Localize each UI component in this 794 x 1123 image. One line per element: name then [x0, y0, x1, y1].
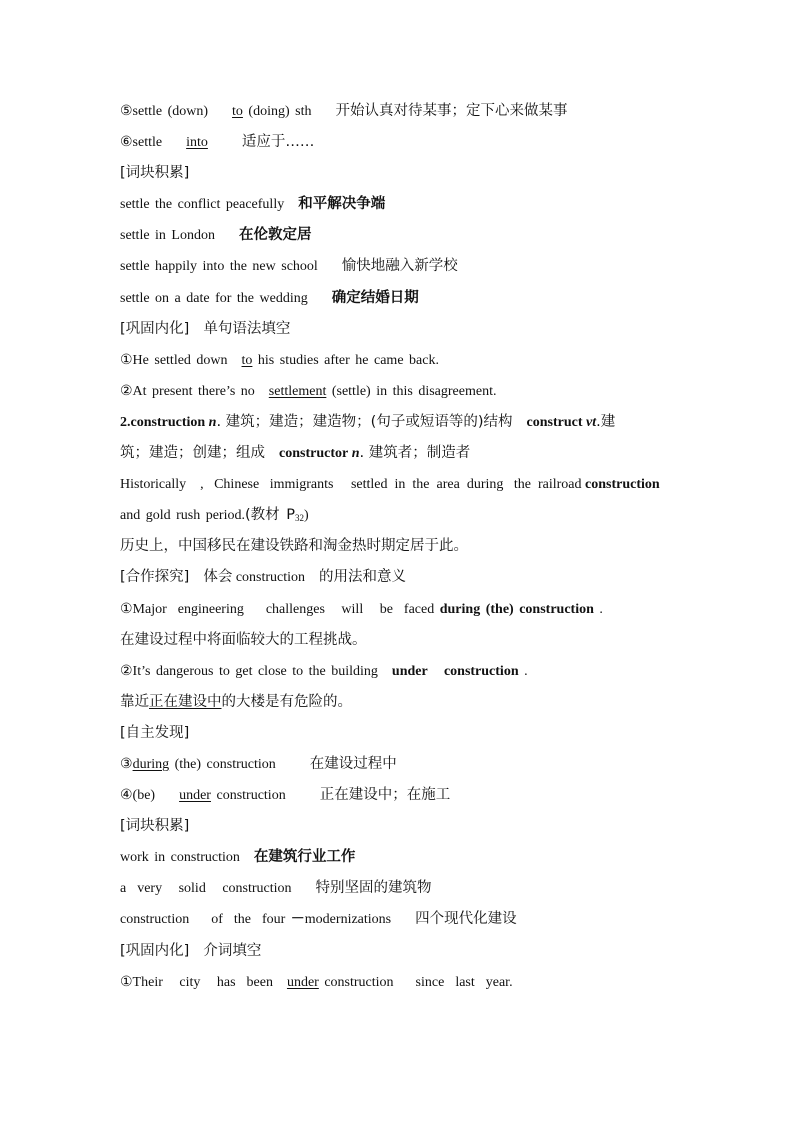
phrase-meaning: 在伦敦定居	[239, 227, 312, 244]
phrase-meaning: 特别坚固的建筑物	[315, 880, 432, 897]
phrase-line	[120, 189, 680, 220]
part-of-speech: n	[208, 414, 217, 430]
document-page	[120, 96, 680, 998]
text: construction since last year.	[318, 974, 513, 990]
exercise-line	[120, 345, 680, 376]
phrase-line	[120, 842, 680, 873]
phrase: settle happily into the new school	[120, 259, 318, 275]
section-heading	[120, 158, 680, 189]
chinese-meaning: 正在建设中；在施工	[319, 787, 451, 804]
translation-line	[120, 625, 680, 656]
phrase: a very solid construction	[120, 881, 292, 897]
phrase: work in construction	[120, 850, 240, 866]
exercise-line	[120, 749, 680, 780]
answer-blank: under	[179, 788, 211, 804]
answer-blank: into	[186, 135, 208, 151]
example-sentence	[120, 469, 680, 500]
answer-blank: settlement	[268, 383, 327, 399]
heading-text: [词块积累]	[120, 165, 190, 182]
translation: 历史上，中国移民在建设铁路和淘金热时期定居于此。	[120, 538, 468, 555]
keyword: construction	[585, 477, 660, 493]
answer-blank: to	[232, 104, 243, 119]
translation-line	[120, 531, 680, 562]
answer-blank: under	[286, 974, 319, 990]
text: )	[304, 508, 309, 524]
definition: .建	[596, 413, 616, 430]
exercise-line	[120, 656, 680, 687]
text: (doing) sth	[242, 104, 312, 119]
heading-text: [巩固内化]	[120, 320, 190, 337]
heading-subtitle: 体会	[203, 569, 233, 586]
text: and gold rush period.	[120, 508, 245, 524]
headword: 2.construction	[120, 414, 206, 430]
related-word: construct	[526, 414, 583, 430]
phrase-line	[120, 904, 680, 935]
definition: . 建筑；建造；建造物；(句子或短语等的)结构	[216, 413, 513, 430]
answer-blank: during	[132, 756, 170, 772]
heading-text: [词块积累]	[120, 818, 190, 835]
part-of-speech: vt	[586, 414, 597, 430]
phrase-meaning: 四个现代化建设	[415, 911, 517, 928]
phrase: settle in London	[120, 228, 215, 244]
phrase-meaning: 愉快地融入新学校	[341, 258, 458, 275]
text: ②At present there’s no	[120, 383, 255, 399]
example-sentence-continued	[120, 500, 680, 531]
underlined-phrase: 正在建设中	[149, 693, 222, 710]
chinese-meaning: 适应于……	[241, 134, 315, 151]
answer-blank: to	[241, 352, 253, 368]
chinese-meaning: 开始认真对待某事；定下心来做某事	[335, 103, 568, 119]
text: Historically , Chinese immigrants settled in the area during the railroad	[120, 477, 582, 493]
exercise-line	[120, 376, 680, 407]
phrase-meaning: 在建筑行业工作	[253, 849, 356, 866]
phrase-line	[120, 220, 680, 251]
phrase-line	[120, 251, 680, 282]
dash: －	[290, 912, 305, 928]
text: ④(be)	[120, 788, 156, 804]
phrase: construction of the four	[120, 912, 286, 928]
phrase: settle on a date for the wedding	[120, 290, 308, 306]
text: construction	[210, 788, 286, 804]
translation-line	[120, 687, 680, 718]
section-heading	[120, 314, 680, 345]
phrase-line	[120, 283, 680, 314]
heading-subtitle: 单句语法填空	[203, 320, 291, 337]
section-heading	[120, 811, 680, 842]
answer: (the)	[485, 601, 514, 617]
vocab-entry	[120, 407, 680, 438]
translation: 靠近	[120, 693, 149, 710]
text: .	[524, 663, 528, 679]
phrase: modernizations	[304, 912, 392, 928]
text: ②It’s dangerous to get close to the building	[120, 663, 378, 679]
heading-text: [合作探究]	[120, 569, 190, 586]
text: (settle) in this disagreement.	[326, 383, 497, 399]
heading-text: [自主发现]	[120, 724, 190, 741]
translation: 在建设过程中将面临较大的工程挑战。	[120, 631, 367, 648]
vocab-entry-continued	[120, 438, 680, 469]
definition: 筑；建造；创建；组成	[120, 445, 265, 462]
phrase-meaning: 确定结婚日期	[331, 289, 419, 306]
source-page: 32	[295, 513, 304, 524]
text: ①He settled down	[120, 352, 228, 368]
definition: . 建筑者；制造者	[359, 445, 471, 462]
answer: during	[439, 601, 481, 617]
phrase: settle the conflict peacefully	[120, 197, 285, 213]
part-of-speech: n	[351, 446, 360, 462]
heading-text: [巩固内化]	[120, 942, 190, 959]
source-reference: (教材 P	[244, 507, 295, 524]
heading-subtitle: 介词填空	[203, 942, 262, 959]
heading-keyword: construction	[235, 570, 306, 586]
answer: construction	[519, 601, 594, 617]
text: ①Major engineering challenges will be faced	[120, 601, 435, 617]
text: ⑥settle	[120, 135, 163, 151]
exercise-line	[120, 967, 680, 998]
text: .	[599, 601, 603, 617]
exercise-line	[120, 594, 680, 625]
phrase-meaning: 和平解决争端	[298, 196, 386, 213]
text: ③	[120, 756, 133, 772]
text-line	[120, 96, 680, 127]
translation: 的大楼是有危险的。	[221, 693, 352, 710]
chinese-meaning: 在建设过程中	[309, 755, 397, 772]
phrase-line	[120, 873, 680, 904]
heading-subtitle: 的用法和意义	[319, 569, 407, 586]
text: ⑤settle (down)	[120, 104, 209, 119]
exercise-line	[120, 780, 680, 811]
related-word: constructor	[279, 446, 349, 462]
text: his studies after he came back.	[252, 352, 439, 368]
answer: under construction	[391, 663, 519, 679]
section-heading	[120, 562, 680, 593]
section-heading	[120, 936, 680, 967]
text: (the) construction	[169, 756, 276, 772]
section-heading	[120, 718, 680, 749]
text-line	[120, 127, 680, 158]
text: ①Their city has been	[120, 974, 273, 990]
